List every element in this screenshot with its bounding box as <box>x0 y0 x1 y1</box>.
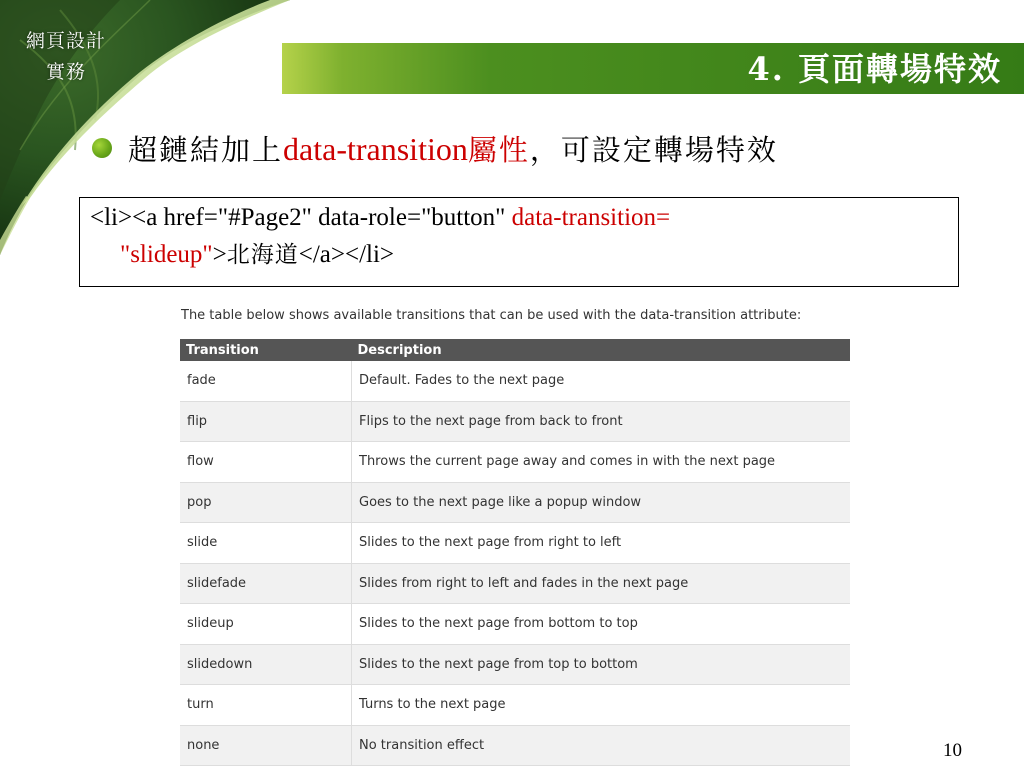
code-line-2-closing-tags: </a></li> <box>298 241 395 268</box>
bullet-attr-suffix: 屬性 <box>467 132 530 167</box>
transition-description: Turns to the next page <box>352 685 851 726</box>
transition-description: Slides to the next page from top to bottom <box>352 644 851 685</box>
table-row <box>180 644 850 685</box>
table-row <box>180 442 850 483</box>
code-line-1-attribute: data-transition= <box>511 204 671 231</box>
code-line-1 <box>90 204 670 232</box>
bullet-dot-icon <box>92 138 112 158</box>
table-row <box>180 523 850 564</box>
page-number: 10 <box>943 740 962 761</box>
transition-description: Slides from right to left and fades in the next page <box>352 563 851 604</box>
transition-name: pop <box>180 482 352 523</box>
code-line-2 <box>120 236 394 269</box>
transition-name: flip <box>180 401 352 442</box>
code-line-2-value: "slideup" <box>120 241 213 268</box>
table-row <box>180 401 850 442</box>
bullet-text-after: ，可設定轉場特效 <box>529 132 778 167</box>
header-description: Description <box>352 339 851 361</box>
course-label-line-1: 網頁設計 <box>25 30 106 52</box>
transition-description: Default. Fades to the next page <box>352 361 851 401</box>
table-row <box>180 604 850 645</box>
transitions-table <box>180 339 850 766</box>
transition-name: slide <box>180 523 352 564</box>
table-row <box>180 563 850 604</box>
transition-description: Slides to the next page from right to left <box>352 523 851 564</box>
transition-name: turn <box>180 685 352 726</box>
transition-description: Slides to the next page from bottom to top <box>352 604 851 645</box>
table-row <box>180 361 850 401</box>
title-bar <box>282 43 1024 94</box>
transition-name: slidefade <box>180 563 352 604</box>
code-example-box <box>79 197 959 287</box>
bullet-attr-name: data-transition <box>283 130 468 167</box>
table-row <box>180 482 850 523</box>
transition-name: slidedown <box>180 644 352 685</box>
transition-name: none <box>180 725 352 766</box>
transition-name: slideup <box>180 604 352 645</box>
table-header-row <box>180 339 850 361</box>
bullet-text-before: 超鏈結加上 <box>128 132 284 167</box>
course-label <box>6 26 126 88</box>
slide-title: 4. 頁面轉場特效 <box>747 50 1002 88</box>
code-line-2-close-bracket: > <box>212 241 227 268</box>
transition-name: fade <box>180 361 352 401</box>
table-row <box>180 685 850 726</box>
transition-description: Flips to the next page from back to front <box>352 401 851 442</box>
transition-description: No transition effect <box>352 725 851 766</box>
code-line-1-markup: <li><a href="#Page2" data-role="button" <box>90 204 512 231</box>
course-label-line-2: 實務 <box>45 61 86 83</box>
table-row <box>180 725 850 766</box>
bullet-point <box>92 128 778 168</box>
transition-description: Goes to the next page like a popup window <box>352 482 851 523</box>
transition-description: Throws the current page away and comes in with the next page <box>352 442 851 483</box>
transition-name: flow <box>180 442 352 483</box>
code-line-2-link-text: 北海道 <box>226 242 299 268</box>
header-transition: Transition <box>180 339 352 361</box>
bullet-text <box>128 128 778 169</box>
table-intro-text: The table below shows available transitions that can be used with the data-transition attribute: <box>181 308 802 323</box>
